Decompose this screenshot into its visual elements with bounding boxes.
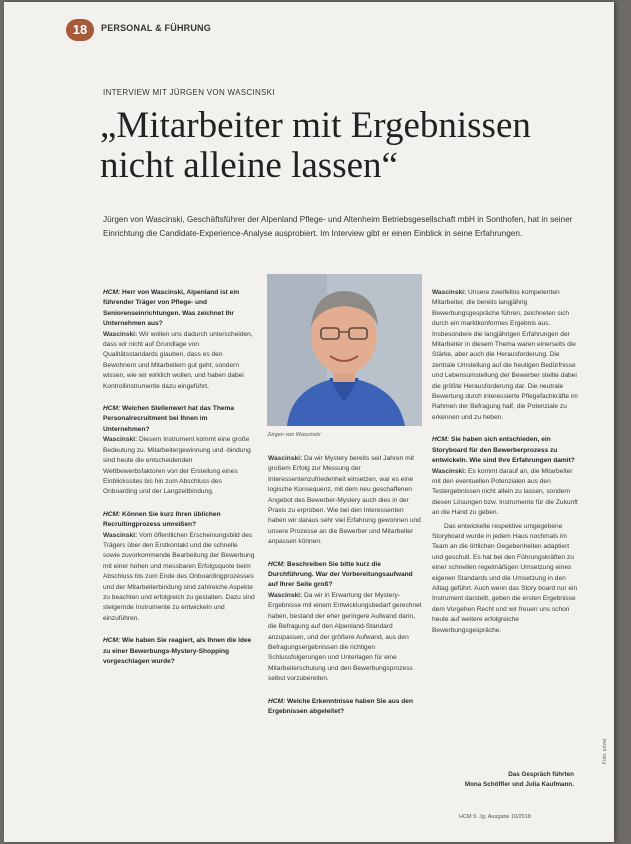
answer: Wascinski: Wir wollen uns dadurch unterscheiden, dass wir nicht auf Grundlage von Qualitätsstandards glauben, dass es den Bewohnern und Mitarbeitern gut geht, sondern wissen, wie wir wirklich wollen, und haben dabei Kontrollinstrumente dazu eingeführt. [103, 330, 253, 390]
page-footer: HCM 9. Jg. Ausgabe 10/2018 [459, 814, 531, 820]
answer: Wascinski: Da wir in Erwartung der Mystery-Ergebnisse mit einem Entwicklungsbedarf gerechnet haben, bestand der eher geringere Aufwand darin, die Befragung auf den Alpenland-Standard anzupassen, und der größere Aufwand, aus den Befragungsergebnissen die richtigen Schlussfolgerungen und Unterlagen für eine Mitarbeiterschulung und den Bewerbungsprozess selbst vorzubereiten. [268, 591, 422, 683]
portrait-illustration [267, 274, 422, 426]
section-title: PERSONAL & FÜHRUNG [101, 23, 211, 33]
article-kicker: INTERVIEW MIT JÜRGEN VON WASCINSKI [103, 88, 275, 97]
text-column-3 [432, 288, 578, 645]
magazine-page [4, 2, 614, 842]
photo-credit: Foto: privat [602, 738, 608, 764]
answer-paragraph: Das entwickelte respektive umgegebene Storyboard wurde in jedem Haus nochmals im Team an die örtlichen Gegebenheiten adaptiert und geschult. Es hat bei den Führungskräften zu einer schnellen regelmäßigen Umsetzung eines eigenen Standards und die Umsetzung in den Alltag geführt. Auch wenn das Story board nur ein Instrument darstellt, geben die ersten Ergebnisse dem Vorgehen Recht und wir freuen uns schon heute auf weitere erfolgreiche Bewerbungsgespräche. [432, 522, 578, 634]
photo-caption: Jürgen von Wascinski [267, 432, 321, 438]
answer: Wascinski: Es kommt darauf an, die Mitarbeiter mit den eventuellen Potenzialen aus den Testergebnissen nicht allein zu lassen, sondern diesen Lösungen bzw. Instrumente für die Zukunft an die Hand zu geben. [432, 467, 578, 517]
question: HCM: Sie haben sich entschieden, ein Storyboard für den Bewerberprozess zu entwickeln. Wie sind Ihre Erfahrungen damit? [432, 436, 575, 465]
question: HCM: Herr von Wascinski, Alpenland ist ein führender Träger von Pflege- und Seniorenseinrichtungen. Was zeichnet Ihr Unternehmen aus? [103, 289, 240, 328]
question: HCM: Beschreiben Sie bitte kurz die Durchführung. War der Vorbereitungsaufwand auf Ihrer Seite groß? [268, 560, 413, 589]
question: HCM: Welche Erkenntnisse haben Sie aus den Ergebnissen abgeleitet? [268, 697, 413, 715]
interview-credits: Das Gespräch führten Mona Schöffler und Julia Kaufmann. [464, 771, 574, 788]
text-column-1 [103, 288, 255, 676]
question: HCM: Welchen Stellenwert hat das Thema Personalrecruitment bei Ihnen im Unternehmen? [103, 405, 235, 433]
answer: Wascinski: Vom öffentlichen Erscheinungsbild des Trägers über den Erstkontakt und die schnelle sowie zuvorkommende Bearbeitung der Bewerbung mit einer hohen und messbaren Erfolgsquote beim Abschluss bis zum Ende des Onboardingprozesses und der Mitarbeiterbindung sind zahlreiche Aspekte zu beachten und erfolgreich zu gestalten. Dazu sind steigernde Instrumente zu entwickeln und einzuführen. [103, 531, 255, 622]
text-column-2 [268, 454, 422, 726]
article-intro: Jürgen von Wascinski, Geschäftsführer der Alpenland Pflege- und Altenheim Betriebsgesellschaft mbH in Sonthofen, hat in seiner Einrichtung die Candidate-Experience-Analyse ausprobiert. Im Interview gibt er einen Einblick in seine Erfahrungen. [103, 215, 573, 238]
answer: Wascinski: Diesem Instrument kommt eine große Bedeutung zu. Mitarbeitergewinnung und -bindung sind heute die entscheidenden Wettbewerbsfaktoren von der Erstellung eines Einblickssites bis hin zum Abschluss des Onboarding und der Langzeitbindung. [103, 436, 251, 496]
answer: Wascinski: Unsere zweifellos kompetenten Mitarbeiter, die bereits langjährig Bewerbungsgespräche führen, zeichneten sich durch ein marktkonformes Ergebnis aus. Insbesondere die langjährigen Erfahrungen der Mitarbeiter in diesem Thema waren einerseits die Stärke, aber auch die Herausforderung. Die zentrale Umstellung auf die heutigen Bedürfnisse und Lebensumstellung der Bewerber stellte dabei die größte Herausforderung dar. Die neutrale Bewertung durch interessierte Pflegefachkräfte im Rahmen der Befragung half, die Potenziale zu erkennen und zu heben. [432, 289, 578, 421]
page-number-badge: 18 [66, 19, 94, 41]
question: HCM: Wie haben Sie reagiert, als Ihnen die Idee zu einer Bewerbungs-Mystery-Shopping vorgeschlagen wurde? [103, 637, 252, 665]
answer: Wascinski: Da wir Mystery bereits seit Jahren mit großem Erfolg zur Messung der Interessentenzufriedenheit einsetzen, war es eine logische Konsequenz, mit dem neu geschaffenen Angebot des Bewerber-Mystery auch dies in der Praxis zu erproben. Wie bei den Interessenten haben wir daraus sehr viel Erfahrung gewonnen und unsere Prozesse an die Bewerber und Mitarbeiter anpassen können. [268, 455, 421, 546]
article-headline: „Mitarbeiter mit Ergebnissen nicht alleine lassen“ [100, 105, 531, 186]
portrait-photo [267, 274, 422, 426]
question: HCM: Können Sie kurz Ihren üblichen Recruitingprozess umreißen? [103, 510, 221, 529]
